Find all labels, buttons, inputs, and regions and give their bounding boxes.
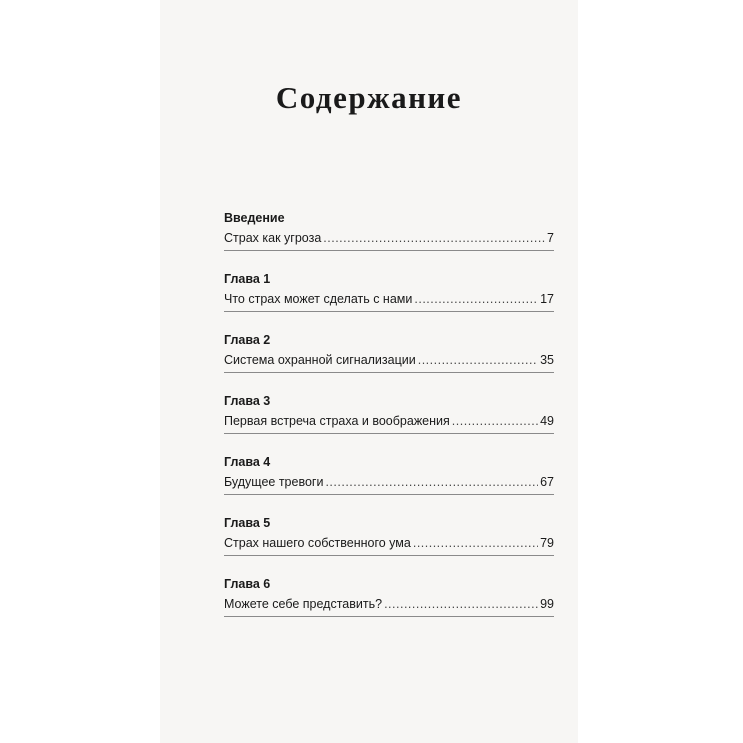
toc-section (224, 452, 554, 495)
dot-leader (452, 411, 538, 431)
page-number: 7 (547, 231, 554, 245)
book-page (160, 0, 578, 743)
entry-title: Первая встреча страха и воображения (224, 414, 450, 428)
entry-title: Что страх может сделать с нами (224, 292, 413, 306)
dot-leader (325, 472, 538, 492)
toc-section (224, 391, 554, 434)
section-label: Глава 1 (224, 272, 271, 286)
page-number: 49 (540, 414, 554, 428)
entry-title: Будущее тревоги (224, 475, 324, 489)
dot-leader (413, 533, 538, 553)
page-number: 35 (540, 353, 554, 367)
entry-title: Можете себе представить? (224, 597, 383, 611)
entry-title: Система охранной сигнализации (224, 353, 416, 367)
page-number: 17 (540, 292, 554, 306)
section-label: Введение (224, 211, 285, 225)
section-label: Глава 4 (224, 455, 271, 469)
entry-title: Страх как угроза (224, 231, 322, 245)
section-label: Глава 2 (224, 333, 271, 347)
page-number: 99 (540, 597, 554, 611)
section-label: Глава 6 (224, 577, 271, 591)
toc-section (224, 208, 554, 251)
toc-entry[interactable] (224, 594, 554, 617)
page-title: Содержание (275, 80, 463, 115)
toc-section (224, 330, 554, 373)
entry-title: Страх нашего собственного ума (224, 536, 411, 550)
dot-leader (418, 350, 538, 370)
toc-section (224, 269, 554, 312)
dot-leader (414, 289, 538, 309)
dot-leader (323, 228, 545, 248)
toc-section (224, 513, 554, 556)
section-label: Глава 5 (224, 516, 271, 530)
toc-entry[interactable] (224, 411, 554, 434)
toc-entry[interactable] (224, 228, 554, 251)
toc-entry[interactable] (224, 472, 554, 495)
page-number: 79 (540, 536, 554, 550)
table-of-contents (224, 208, 554, 635)
section-label: Глава 3 (224, 394, 271, 408)
toc-entry[interactable] (224, 350, 554, 373)
toc-entry[interactable] (224, 533, 554, 556)
dot-leader (384, 594, 538, 614)
page-number: 67 (540, 475, 554, 489)
toc-section (224, 574, 554, 617)
toc-entry[interactable] (224, 289, 554, 312)
